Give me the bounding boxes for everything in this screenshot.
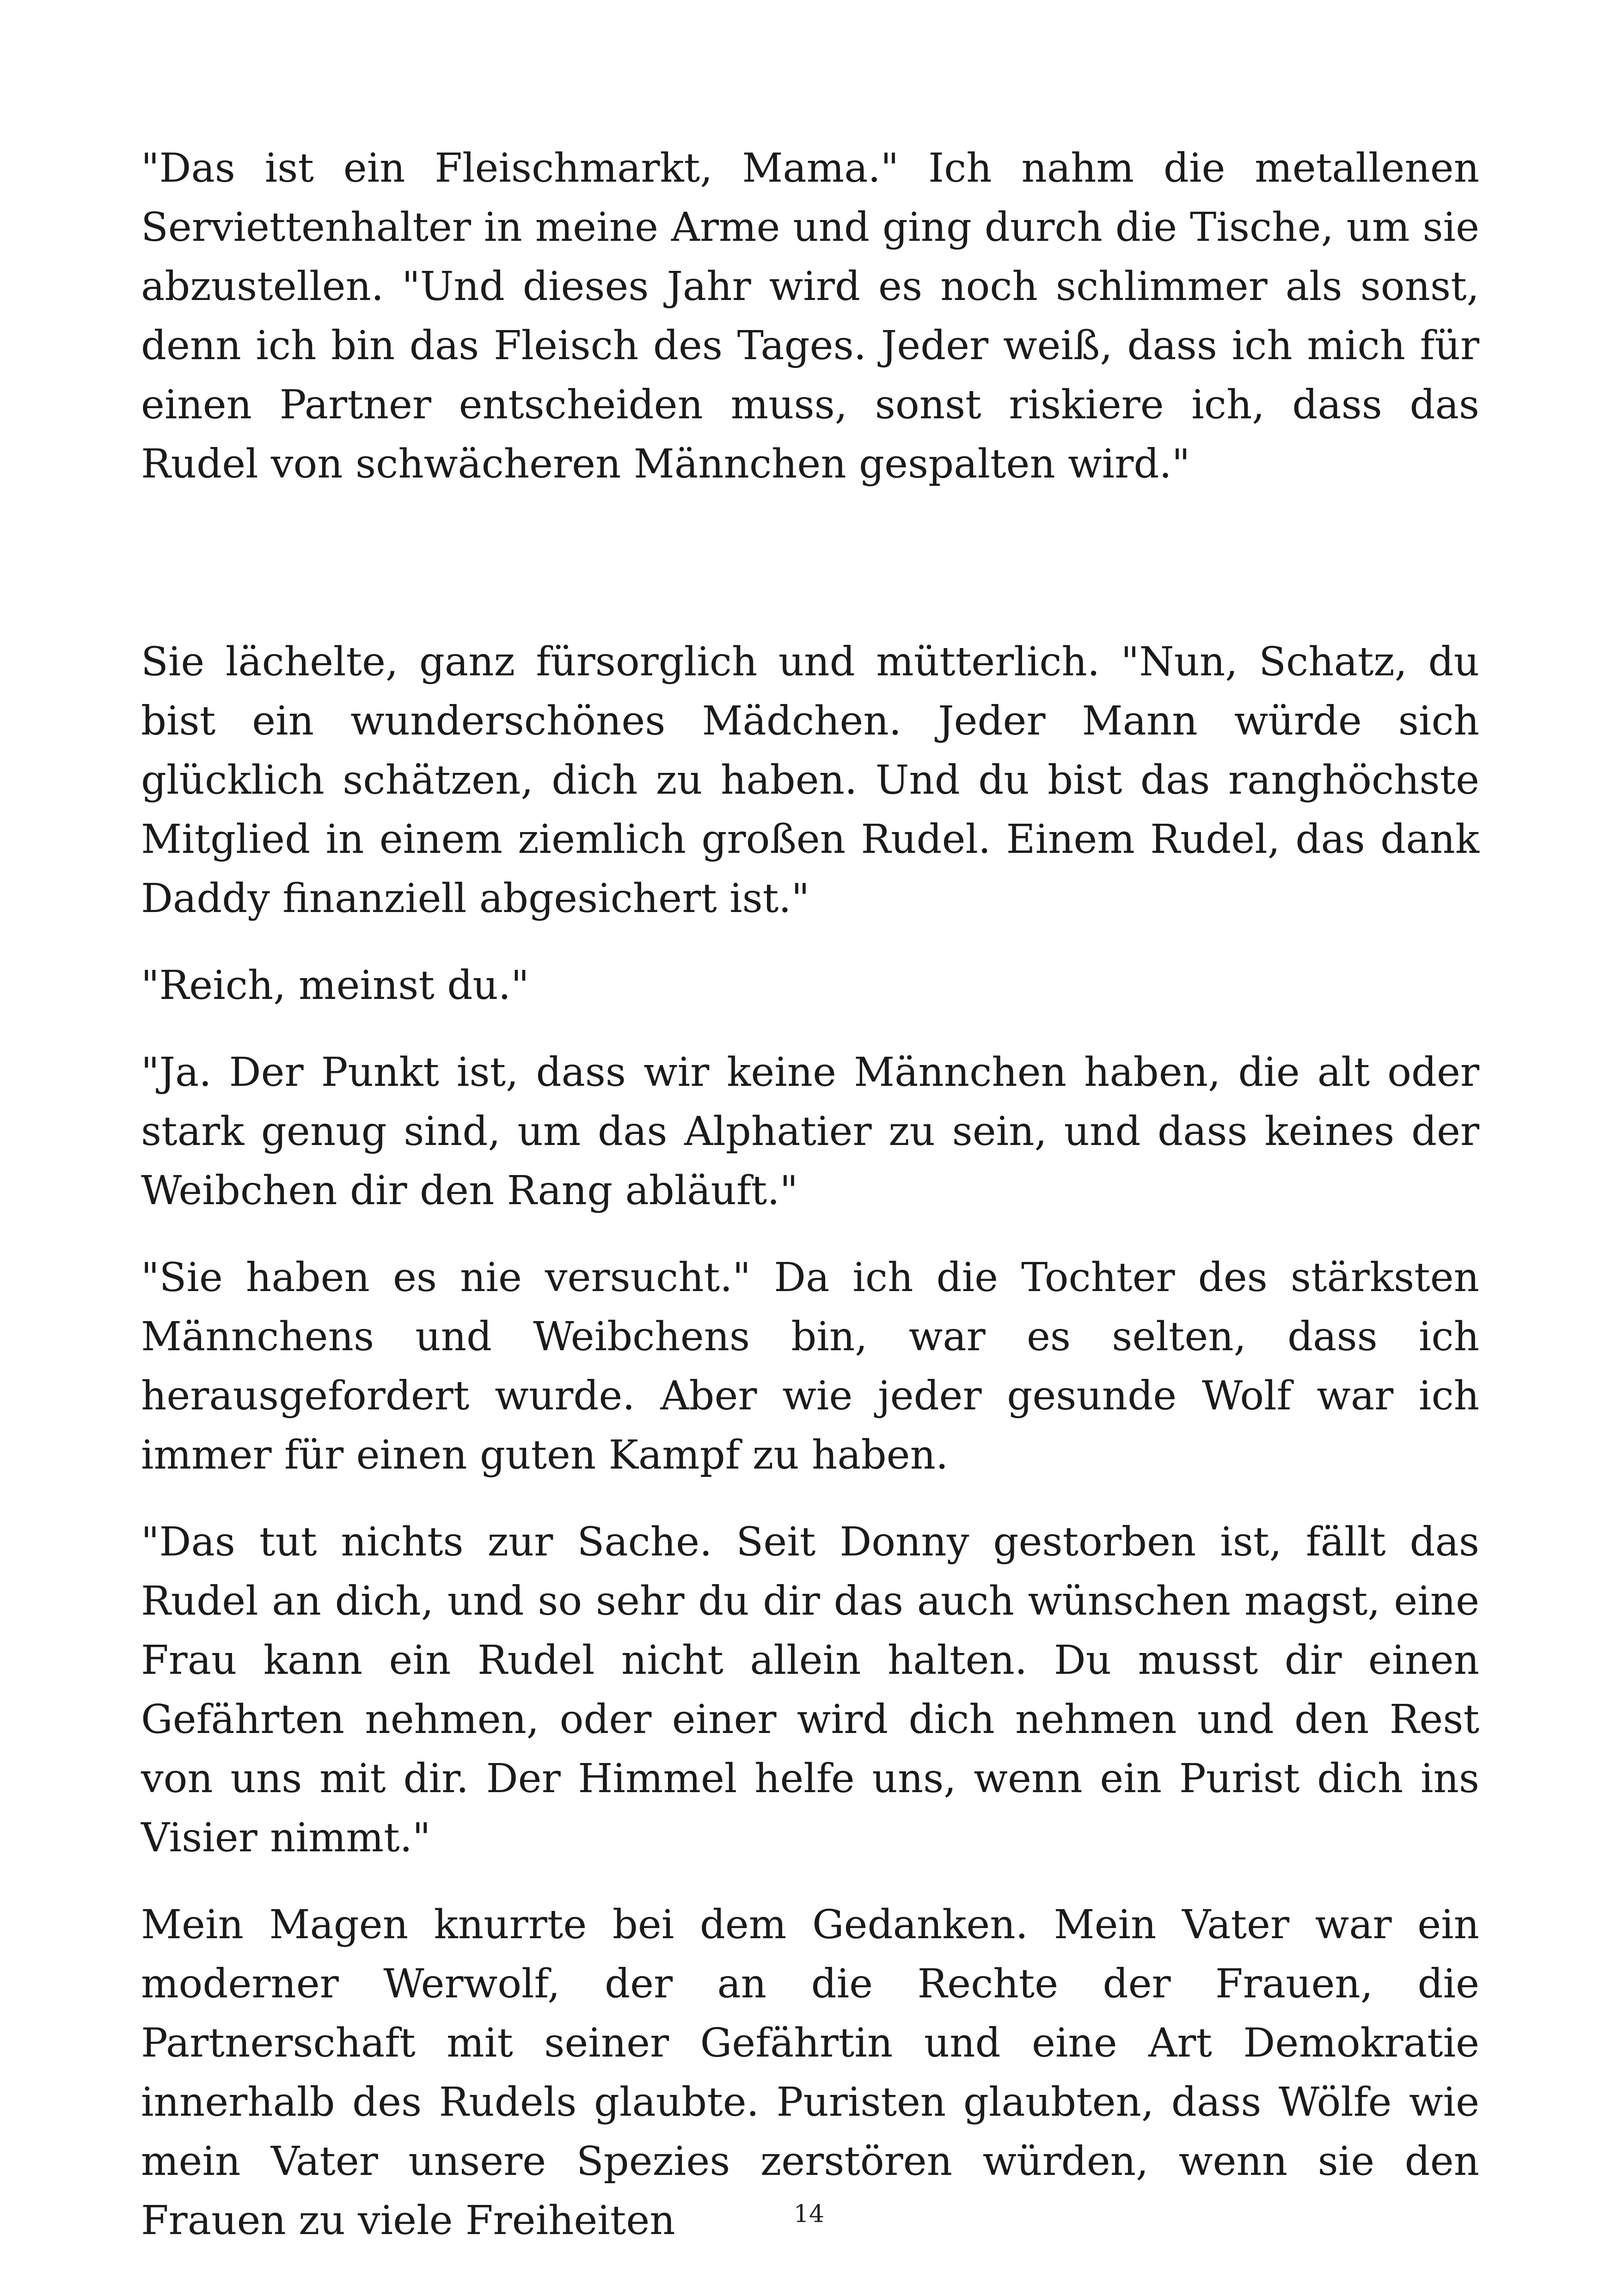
page-body (141, 139, 1479, 2250)
paragraph-5: "Sie haben es nie versucht." Da ich die Tochter des stärksten Männchens und Weibchens bin, war es selten, dass ich herausgefordert wurde. Aber wie jeder gesunde Wolf war ich immer für einen guten Kampf zu haben. (141, 1255, 1479, 1478)
paragraph-3: "Reich, meinst du." (141, 962, 529, 1009)
paragraph-2: Sie lächelte, ganz fürsorglich und mütterlich. "Nun, Schatz, du bist ein wunderschönes Mädchen. Jeder Mann würde sich glücklich schätzen, dich zu haben. Und du bist das ranghöchste Mitglied in einem ziemlich großen Rudel. Einem Rudel, das dank Daddy finanziell abgesichert ist." (141, 639, 1479, 922)
paragraph-1: "Das ist ein Fleischmarkt, Mama." Ich nahm die metallenen Serviettenhalter in meine Arme und ging durch die Tische, um sie abzustellen. "Und dieses Jahr wird es noch schlimmer als sonst, denn ich bin das Fleisch des Tages. Jeder weiß, dass ich mich für einen Partner entscheiden muss, sonst riskiere ich, dass das Rudel von schwächeren Männchen gespalten wird." (141, 145, 1479, 487)
paragraph-4: "Ja. Der Punkt ist, dass wir keine Männchen haben, die alt oder stark genug sind, um das Alphatier zu sein, und dass keines der Weibchen dir den Rang abläuft." (141, 1049, 1479, 1214)
paragraph-6: "Das tut nichts zur Sache. Seit Donny gestorben ist, fällt das Rudel an dich, und so sehr du dir das auch wünschen magst, eine Frau kann ein Rudel nicht allein halten. Du musst dir einen Gefährten nehmen, oder einer wird dich nehmen und den Rest von uns mit dir. Der Himmel helfe uns, wenn ein Purist dich ins Visier nimmt." (141, 1519, 1479, 1861)
paragraph-7: Mein Magen knurrte bei dem Gedanken. Mein Vater war ein moderner Werwolf, der an die Rechte der Frauen, die Partnerschaft mit seiner Gefährtin und eine Art Demokratie innerhalb des Rudels glaubte. Puristen glaubten, dass Wölfe wie mein Vater unsere Spezies zerstören würden, wenn sie den Frauen zu viele Freiheiten (141, 1902, 1479, 2244)
page-number: 14 (793, 2200, 825, 2228)
